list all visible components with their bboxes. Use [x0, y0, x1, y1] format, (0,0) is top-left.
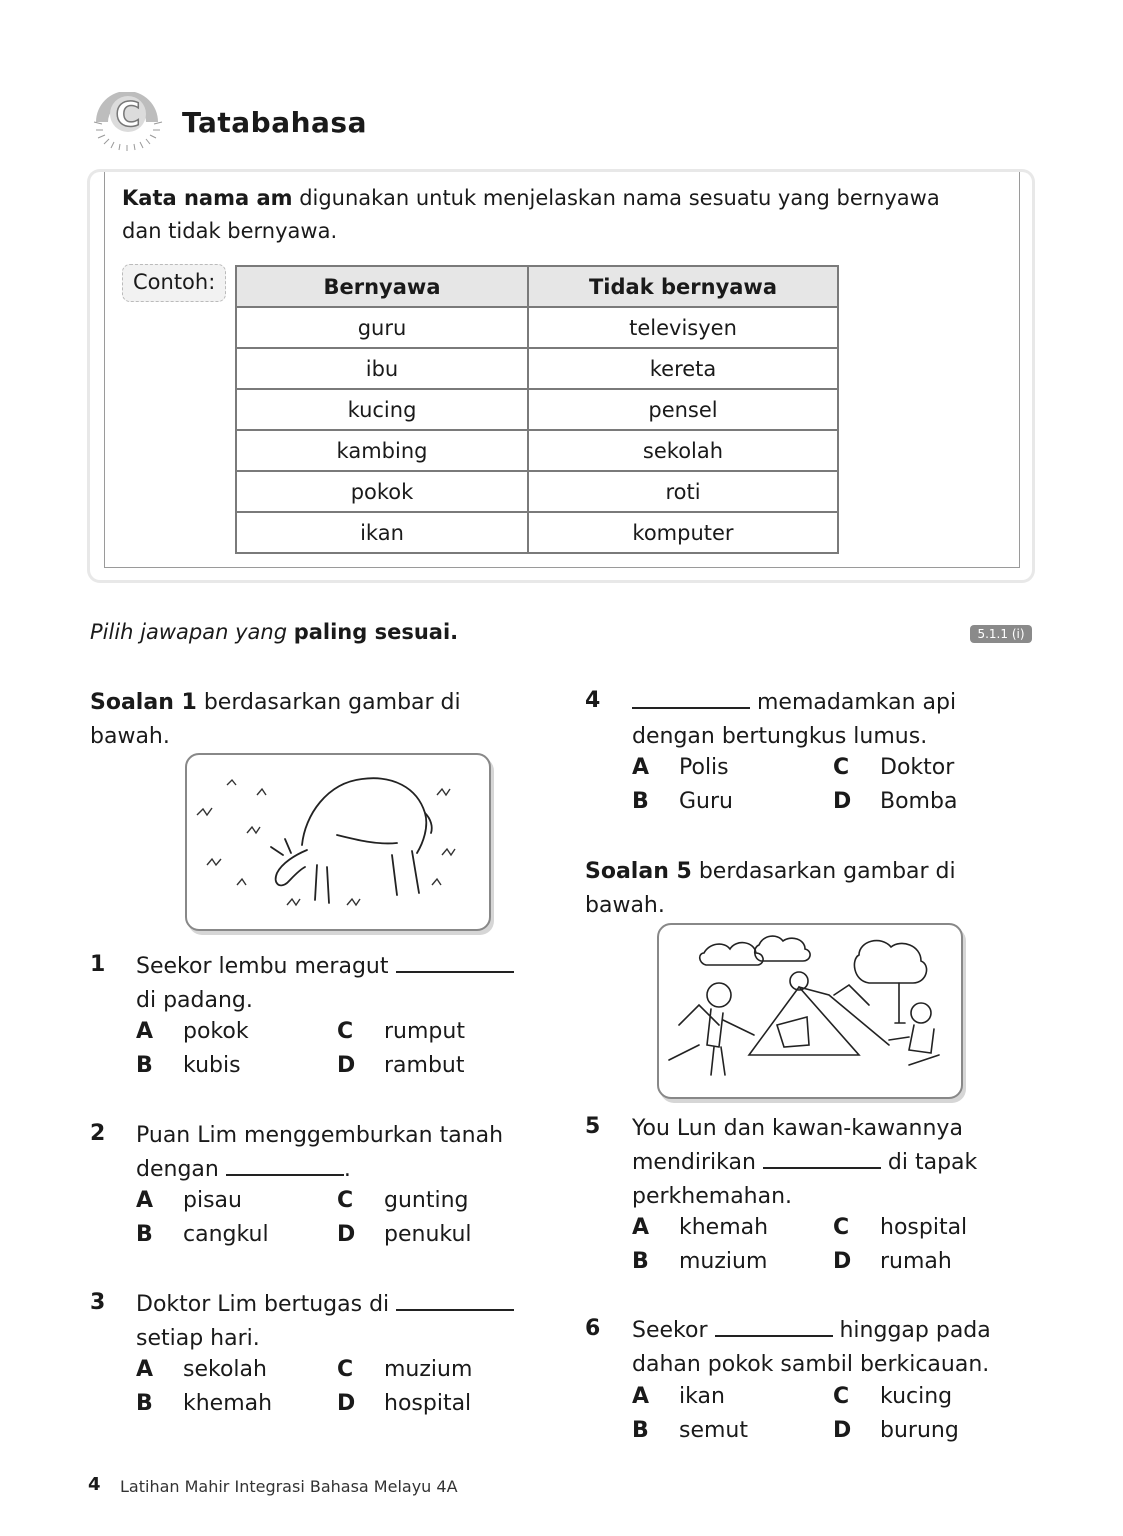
table-row	[236, 471, 838, 512]
answer-blank	[632, 689, 750, 709]
question-text-part: dahan pokok sambil berkicauan.	[632, 1352, 990, 1377]
question-text	[136, 950, 536, 1018]
soalan5-intro-line2: bawah.	[585, 893, 665, 918]
question-text-part: dengan	[136, 1157, 226, 1182]
table-cell: ibu	[236, 348, 528, 389]
option-letter: D	[833, 1249, 852, 1274]
goat-picture	[185, 753, 491, 931]
table-cell: pensel	[528, 389, 838, 430]
option-text[interactable]: hospital	[384, 1391, 472, 1416]
option-letter: B	[632, 789, 649, 814]
answer-blank	[715, 1317, 833, 1337]
option-letter: C	[337, 1019, 354, 1044]
option-text[interactable]: pisau	[183, 1188, 242, 1213]
instruction-bold: paling sesuai.	[293, 620, 459, 644]
info-text	[122, 182, 1012, 248]
table-cell: roti	[528, 471, 838, 512]
book-title: Latihan Mahir Integrasi Bahasa Melayu 4A	[120, 1477, 458, 1496]
option-letter: D	[833, 1418, 852, 1443]
option-text[interactable]: khemah	[679, 1215, 769, 1240]
example-table	[235, 265, 839, 554]
soalan1-intro-line2: bawah.	[90, 724, 170, 749]
option-letter: C	[833, 1215, 850, 1240]
option-text[interactable]: muzium	[679, 1249, 768, 1274]
question-text	[136, 1288, 536, 1356]
question-number: 3	[90, 1290, 106, 1315]
info-definition-line2: dan tidak bernyawa.	[122, 219, 338, 243]
table-cell: pokok	[236, 471, 528, 512]
example-label: Contoh:	[122, 264, 226, 302]
question-text-part: Seekor	[632, 1318, 715, 1343]
question-text-part: .	[343, 1157, 351, 1182]
question-number: 4	[585, 688, 601, 713]
question-text	[136, 1119, 536, 1187]
section-c-badge-icon	[88, 92, 172, 154]
question-text	[632, 1314, 1052, 1382]
option-letter: C	[833, 1384, 850, 1409]
option-text[interactable]: pokok	[183, 1019, 249, 1044]
option-text[interactable]: kucing	[880, 1384, 953, 1409]
option-letter: B	[632, 1249, 649, 1274]
option-letter: B	[136, 1053, 153, 1078]
question-text-part: mendirikan	[632, 1150, 763, 1175]
table-cell: kucing	[236, 389, 528, 430]
question-number: 6	[585, 1316, 601, 1341]
option-text[interactable]: semut	[679, 1418, 748, 1443]
option-letter: B	[632, 1418, 649, 1443]
option-letter: D	[833, 789, 852, 814]
option-text[interactable]: Bomba	[880, 789, 958, 814]
answer-blank	[396, 953, 514, 973]
question-text-part: memadamkan api	[750, 690, 957, 715]
table-row	[236, 430, 838, 471]
option-text[interactable]: kubis	[183, 1053, 241, 1078]
table-row	[236, 512, 838, 553]
question-text-part: di padang.	[136, 988, 253, 1013]
table-row	[236, 389, 838, 430]
instruction-italic: Pilih jawapan yang	[90, 620, 294, 644]
soalan5-intro-bold: Soalan 5	[585, 859, 692, 884]
option-text[interactable]: burung	[880, 1418, 959, 1443]
option-text[interactable]: muzium	[384, 1357, 473, 1382]
option-text[interactable]: Doktor	[880, 755, 955, 780]
question-number: 2	[90, 1121, 106, 1146]
table-header-row	[236, 266, 838, 307]
question-text-part: Puan Lim menggemburkan tanah	[136, 1123, 504, 1148]
table-cell: sekolah	[528, 430, 838, 471]
table-cell: komputer	[528, 512, 838, 553]
question-text-part: Seekor lembu meragut	[136, 954, 396, 979]
answer-blank	[226, 1156, 344, 1176]
soalan1-intro-text: berdasarkan gambar di	[196, 690, 461, 715]
goat-grazing-icon	[187, 755, 489, 929]
table-cell: kambing	[236, 430, 528, 471]
option-letter: B	[136, 1391, 153, 1416]
answer-blank	[763, 1149, 881, 1169]
tent-camping-icon	[659, 925, 961, 1097]
instruction	[90, 620, 458, 644]
question-text-part: Doktor Lim bertugas di	[136, 1292, 397, 1317]
option-letter: C	[337, 1357, 354, 1382]
option-letter: B	[136, 1222, 153, 1247]
option-letter: D	[337, 1222, 356, 1247]
table-header: Bernyawa	[236, 266, 528, 307]
section-title: Tatabahasa	[182, 106, 367, 139]
question-text-part: hinggap pada	[832, 1318, 991, 1343]
question-text	[632, 686, 1052, 754]
question-text-part: perkhemahan.	[632, 1184, 793, 1209]
option-letter: A	[632, 755, 650, 780]
option-text[interactable]: rumah	[880, 1249, 952, 1274]
soalan5-intro	[585, 855, 956, 923]
option-letter: C	[833, 755, 850, 780]
skill-tag-badge: 5.1.1 (i)	[970, 625, 1032, 643]
question-text	[632, 1112, 1052, 1214]
soalan1-intro-bold: Soalan 1	[90, 690, 197, 715]
option-text[interactable]: Polis	[679, 755, 729, 780]
question-text-part: setiap hari.	[136, 1326, 260, 1351]
option-text[interactable]: rambut	[384, 1053, 465, 1078]
option-text[interactable]: khemah	[183, 1391, 273, 1416]
page-number: 4	[88, 1474, 101, 1495]
option-text[interactable]: penukul	[384, 1222, 472, 1247]
question-number: 1	[90, 952, 106, 977]
option-letter: A	[136, 1188, 154, 1213]
option-text[interactable]: rumput	[384, 1019, 465, 1044]
option-text[interactable]: cangkul	[183, 1222, 269, 1247]
option-letter: D	[337, 1053, 356, 1078]
table-cell: televisyen	[528, 307, 838, 348]
camping-picture	[657, 923, 963, 1099]
option-letter: A	[632, 1215, 650, 1240]
question-text-part: You Lun dan kawan-kawannya	[632, 1116, 963, 1141]
option-letter: D	[337, 1391, 356, 1416]
option-letter: A	[136, 1019, 154, 1044]
table-cell: guru	[236, 307, 528, 348]
svg-text:C: C	[115, 95, 141, 135]
table-header: Tidak bernyawa	[528, 266, 838, 307]
table-cell: kereta	[528, 348, 838, 389]
option-text[interactable]: sekolah	[183, 1357, 267, 1382]
table-row	[236, 348, 838, 389]
question-number: 5	[585, 1114, 601, 1139]
option-text[interactable]: Guru	[679, 789, 733, 814]
soalan5-intro-text: berdasarkan gambar di	[691, 859, 956, 884]
option-letter: A	[136, 1357, 154, 1382]
question-text-part: di tapak	[880, 1150, 978, 1175]
option-text[interactable]: ikan	[679, 1384, 725, 1409]
table-row	[236, 307, 838, 348]
option-letter: A	[632, 1384, 650, 1409]
table-cell: ikan	[236, 512, 528, 553]
option-letter: C	[337, 1188, 354, 1213]
info-definition: digunakan untuk menjelaskan nama sesuatu yang bernyawa	[292, 186, 940, 210]
option-text[interactable]: gunting	[384, 1188, 469, 1213]
info-term: Kata nama am	[122, 186, 293, 210]
question-text-part: dengan bertungkus lumus.	[632, 724, 928, 749]
answer-blank	[396, 1291, 514, 1311]
soalan1-intro	[90, 686, 461, 754]
option-text[interactable]: hospital	[880, 1215, 968, 1240]
